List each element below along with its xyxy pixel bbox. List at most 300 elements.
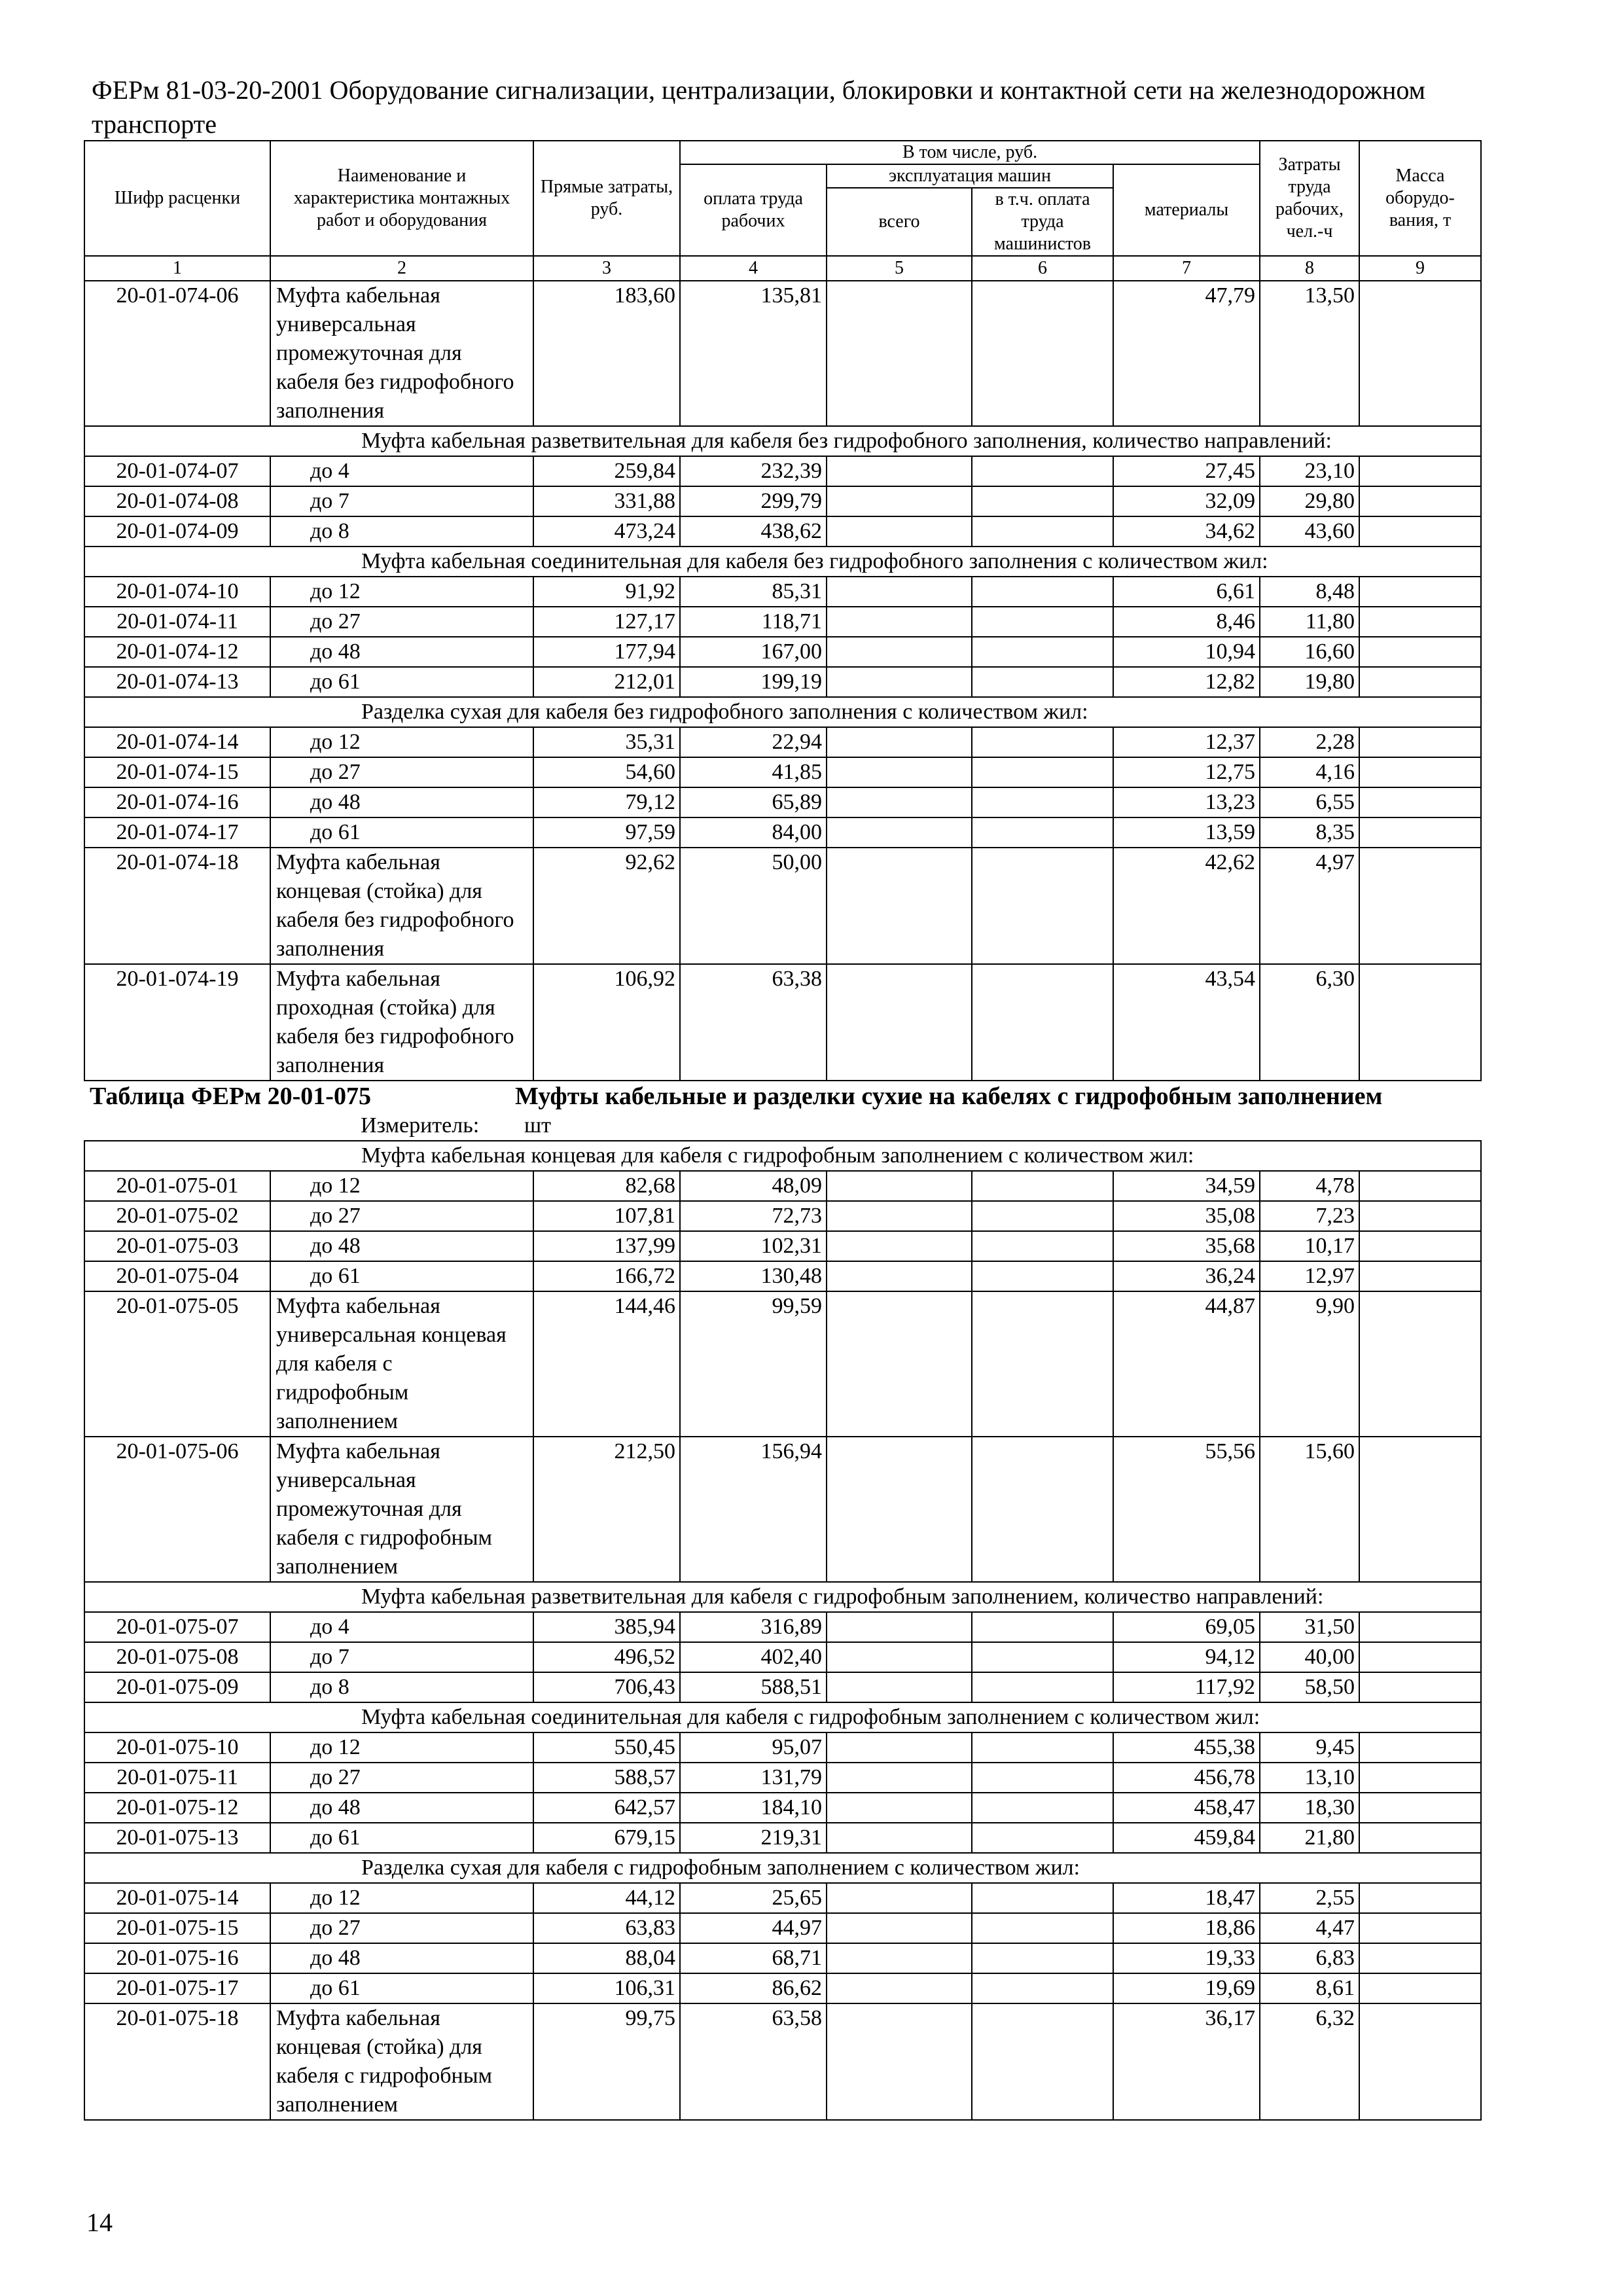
- work-name: до 7: [270, 486, 533, 516]
- machines-total: [827, 281, 972, 426]
- labor-pay: 85,31: [680, 577, 827, 607]
- work-name: до 61: [270, 1823, 533, 1853]
- labor-hours: 40,00: [1260, 1642, 1359, 1672]
- direct-cost: 588,57: [533, 1763, 680, 1793]
- materials-cost: 69,05: [1113, 1612, 1260, 1642]
- table-row: [84, 1171, 1481, 1201]
- rate-code: 20-01-074-17: [84, 817, 270, 848]
- col-header-labor-cost: Затраты труда рабочих, чел.-ч: [1260, 141, 1359, 256]
- machines-total: [827, 1913, 972, 1943]
- labor-pay: 50,00: [680, 848, 827, 964]
- rate-code: 20-01-075-08: [84, 1642, 270, 1672]
- table-row: [84, 1732, 1481, 1763]
- direct-cost: 97,59: [533, 817, 680, 848]
- direct-cost: 79,12: [533, 787, 680, 817]
- direct-cost: 35,31: [533, 727, 680, 757]
- equipment-mass: [1359, 2003, 1481, 2120]
- machines-labor: [972, 817, 1113, 848]
- group-header: Муфта кабельная соединительная для кабеля с гидрофобным заполнением с количеством жил:: [84, 1702, 1481, 1732]
- machines-total: [827, 1171, 972, 1201]
- machines-labor: [972, 964, 1113, 1081]
- group-header-row: [84, 1582, 1481, 1612]
- labor-pay: 22,94: [680, 727, 827, 757]
- group-header-row: [84, 426, 1481, 456]
- labor-pay: 65,89: [680, 787, 827, 817]
- machines-labor: [972, 1732, 1113, 1763]
- materials-cost: 117,92: [1113, 1672, 1260, 1702]
- col-header-labor-pay: оплата труда рабочих: [680, 164, 827, 256]
- work-name: до 48: [270, 1793, 533, 1823]
- rate-code: 20-01-075-14: [84, 1883, 270, 1913]
- direct-cost: 550,45: [533, 1732, 680, 1763]
- col-number: 5: [827, 256, 972, 281]
- labor-pay: 130,48: [680, 1261, 827, 1291]
- materials-cost: 18,47: [1113, 1883, 1260, 1913]
- table-row: [84, 964, 1481, 1081]
- rate-code: 20-01-074-11: [84, 607, 270, 637]
- equipment-mass: [1359, 577, 1481, 607]
- equipment-mass: [1359, 1732, 1481, 1763]
- work-name: Муфта кабельная универсальная промежуточная для кабеля без гидрофобного заполнения: [270, 281, 533, 426]
- equipment-mass: [1359, 787, 1481, 817]
- rate-code: 20-01-075-09: [84, 1672, 270, 1702]
- labor-hours: 2,28: [1260, 727, 1359, 757]
- equipment-mass: [1359, 1793, 1481, 1823]
- table-row: [84, 456, 1481, 486]
- table-title-text: Муфты кабельные и разделки сухие на кабелях с гидрофобным заполнением: [515, 1083, 1383, 1110]
- labor-hours: 13,50: [1260, 281, 1359, 426]
- materials-cost: 8,46: [1113, 607, 1260, 637]
- machines-total: [827, 848, 972, 964]
- direct-cost: 212,01: [533, 667, 680, 697]
- labor-hours: 16,60: [1260, 637, 1359, 667]
- group-header-row: [84, 1853, 1481, 1883]
- rate-code: 20-01-075-03: [84, 1231, 270, 1261]
- machines-labor: [972, 1763, 1113, 1793]
- labor-hours: 43,60: [1260, 516, 1359, 547]
- table-row: [84, 1793, 1481, 1823]
- machines-total: [827, 1201, 972, 1231]
- machines-labor: [972, 1612, 1113, 1642]
- rate-code: 20-01-075-04: [84, 1261, 270, 1291]
- materials-cost: 43,54: [1113, 964, 1260, 1081]
- rate-code: 20-01-074-15: [84, 757, 270, 787]
- equipment-mass: [1359, 1291, 1481, 1437]
- work-name: до 12: [270, 727, 533, 757]
- machines-total: [827, 727, 972, 757]
- machines-total: [827, 964, 972, 1081]
- machines-labor: [972, 577, 1113, 607]
- work-name: до 48: [270, 637, 533, 667]
- labor-hours: 19,80: [1260, 667, 1359, 697]
- labor-pay: 588,51: [680, 1672, 827, 1702]
- direct-cost: 642,57: [533, 1793, 680, 1823]
- direct-cost: 106,92: [533, 964, 680, 1081]
- table-row: [84, 787, 1481, 817]
- direct-cost: 137,99: [533, 1231, 680, 1261]
- machines-total: [827, 516, 972, 547]
- measure-row: [84, 1111, 1481, 1141]
- machines-labor: [972, 1973, 1113, 2003]
- labor-pay: 102,31: [680, 1231, 827, 1261]
- machines-labor: [972, 516, 1113, 547]
- machines-total: [827, 1437, 972, 1582]
- labor-pay: 402,40: [680, 1642, 827, 1672]
- machines-total: [827, 1732, 972, 1763]
- rate-code: 20-01-075-16: [84, 1943, 270, 1973]
- direct-cost: 331,88: [533, 486, 680, 516]
- rate-code: 20-01-074-09: [84, 516, 270, 547]
- labor-hours: 8,48: [1260, 577, 1359, 607]
- equipment-mass: [1359, 1823, 1481, 1853]
- equipment-mass: [1359, 1201, 1481, 1231]
- machines-labor: [972, 1913, 1113, 1943]
- machines-labor: [972, 1672, 1113, 1702]
- table-row: [84, 1823, 1481, 1853]
- direct-cost: 212,50: [533, 1437, 680, 1582]
- col-header-machines-labor: в т.ч. оплата труда машинистов: [972, 188, 1113, 256]
- machines-total: [827, 1261, 972, 1291]
- group-header-row: [84, 547, 1481, 577]
- materials-cost: 36,24: [1113, 1261, 1260, 1291]
- materials-cost: 94,12: [1113, 1642, 1260, 1672]
- machines-total: [827, 607, 972, 637]
- materials-cost: 458,47: [1113, 1793, 1260, 1823]
- labor-pay: 48,09: [680, 1171, 827, 1201]
- materials-cost: 32,09: [1113, 486, 1260, 516]
- table-row: [84, 727, 1481, 757]
- group-header-row: [84, 1702, 1481, 1732]
- work-name: Муфта кабельная концевая (стойка) для кабеля без гидрофобного заполнения: [270, 848, 533, 964]
- table-row: [84, 848, 1481, 964]
- work-name: до 4: [270, 1612, 533, 1642]
- materials-cost: 12,82: [1113, 667, 1260, 697]
- col-header-materials: материалы: [1113, 164, 1260, 256]
- table-row: [84, 1642, 1481, 1672]
- machines-labor: [972, 456, 1113, 486]
- equipment-mass: [1359, 727, 1481, 757]
- direct-cost: 183,60: [533, 281, 680, 426]
- rate-code: 20-01-074-06: [84, 281, 270, 426]
- materials-cost: 12,37: [1113, 727, 1260, 757]
- group-header-row: [84, 1141, 1481, 1171]
- machines-labor: [972, 486, 1113, 516]
- machines-total: [827, 486, 972, 516]
- work-name: до 12: [270, 577, 533, 607]
- equipment-mass: [1359, 757, 1481, 787]
- work-name: до 27: [270, 607, 533, 637]
- work-name: до 8: [270, 516, 533, 547]
- equipment-mass: [1359, 607, 1481, 637]
- labor-hours: 15,60: [1260, 1437, 1359, 1582]
- direct-cost: 92,62: [533, 848, 680, 964]
- labor-pay: 25,65: [680, 1883, 827, 1913]
- table-row: [84, 817, 1481, 848]
- direct-cost: 107,81: [533, 1201, 680, 1231]
- group-header-row: [84, 697, 1481, 727]
- machines-labor: [972, 848, 1113, 964]
- machines-labor: [972, 727, 1113, 757]
- equipment-mass: [1359, 1612, 1481, 1642]
- rate-code: 20-01-074-10: [84, 577, 270, 607]
- rate-code: 20-01-075-02: [84, 1201, 270, 1231]
- direct-cost: 385,94: [533, 1612, 680, 1642]
- equipment-mass: [1359, 1231, 1481, 1261]
- machines-total: [827, 2003, 972, 2120]
- labor-hours: 23,10: [1260, 456, 1359, 486]
- machines-labor: [972, 1823, 1113, 1853]
- equipment-mass: [1359, 1171, 1481, 1201]
- table-body: [84, 281, 1481, 2120]
- equipment-mass: [1359, 1763, 1481, 1793]
- measure-label: Измеритель:: [361, 1113, 480, 1138]
- group-header: Муфта кабельная соединительная для кабеля без гидрофобного заполнения с количеством жил:: [84, 547, 1481, 577]
- materials-cost: 35,08: [1113, 1201, 1260, 1231]
- machines-labor: [972, 281, 1113, 426]
- table-row: [84, 607, 1481, 637]
- rate-code: 20-01-075-07: [84, 1612, 270, 1642]
- machines-labor: [972, 1943, 1113, 1973]
- work-name: Муфта кабельная универсальная промежуточная для кабеля с гидрофобным заполнением: [270, 1437, 533, 1582]
- labor-hours: 6,83: [1260, 1943, 1359, 1973]
- materials-cost: 34,59: [1113, 1171, 1260, 1201]
- table-row: [84, 1291, 1481, 1437]
- materials-cost: 10,94: [1113, 637, 1260, 667]
- machines-labor: [972, 1231, 1113, 1261]
- table-row: [84, 1201, 1481, 1231]
- rate-code: 20-01-074-14: [84, 727, 270, 757]
- machines-total: [827, 1291, 972, 1437]
- machines-labor: [972, 1883, 1113, 1913]
- table-row: [84, 577, 1481, 607]
- labor-pay: 438,62: [680, 516, 827, 547]
- direct-cost: 706,43: [533, 1672, 680, 1702]
- table-row: [84, 1973, 1481, 2003]
- machines-total: [827, 1672, 972, 1702]
- rate-code: 20-01-074-13: [84, 667, 270, 697]
- col-number: 9: [1359, 256, 1481, 281]
- col-header-name: Наименование и характеристика монтажных работ и оборудования: [270, 141, 533, 256]
- group-header: Муфта кабельная концевая для кабеля с гидрофобным заполнением с количеством жил:: [84, 1141, 1481, 1171]
- direct-cost: 88,04: [533, 1943, 680, 1973]
- machines-total: [827, 1763, 972, 1793]
- table-row: [84, 1883, 1481, 1913]
- rate-code: 20-01-075-11: [84, 1763, 270, 1793]
- table-row: [84, 2003, 1481, 2120]
- direct-cost: 54,60: [533, 757, 680, 787]
- work-name: до 12: [270, 1883, 533, 1913]
- machines-total: [827, 637, 972, 667]
- machines-labor: [972, 757, 1113, 787]
- machines-total: [827, 1231, 972, 1261]
- labor-hours: 6,32: [1260, 2003, 1359, 2120]
- machines-labor: [972, 1171, 1113, 1201]
- labor-hours: 8,35: [1260, 817, 1359, 848]
- equipment-mass: [1359, 667, 1481, 697]
- machines-total: [827, 787, 972, 817]
- equipment-mass: [1359, 281, 1481, 426]
- rate-code: 20-01-075-17: [84, 1973, 270, 2003]
- machines-total: [827, 757, 972, 787]
- page-title: ФЕРм 81-03-20-2001 Оборудование сигнализации, централизации, блокировки и контактной сети на железнодорожном транспорте: [92, 75, 1425, 139]
- machines-total: [827, 1642, 972, 1672]
- materials-cost: 19,69: [1113, 1973, 1260, 2003]
- labor-pay: 199,19: [680, 667, 827, 697]
- group-header: Муфта кабельная разветвительная для кабеля без гидрофобного заполнения, количество направлений:: [84, 426, 1481, 456]
- measure-unit: шт: [524, 1113, 552, 1138]
- materials-cost: 13,59: [1113, 817, 1260, 848]
- direct-cost: 473,24: [533, 516, 680, 547]
- labor-pay: 63,38: [680, 964, 827, 1081]
- col-header-code: Шифр расценки: [84, 141, 270, 256]
- measure: [84, 1111, 1481, 1141]
- labor-hours: 11,80: [1260, 607, 1359, 637]
- labor-hours: 10,17: [1260, 1231, 1359, 1261]
- rate-code: 20-01-074-12: [84, 637, 270, 667]
- table-row: [84, 757, 1481, 787]
- labor-pay: 135,81: [680, 281, 827, 426]
- materials-cost: 18,86: [1113, 1913, 1260, 1943]
- labor-pay: 299,79: [680, 486, 827, 516]
- equipment-mass: [1359, 516, 1481, 547]
- labor-hours: 29,80: [1260, 486, 1359, 516]
- col-number: 2: [270, 256, 533, 281]
- materials-cost: 47,79: [1113, 281, 1260, 426]
- equipment-mass: [1359, 1437, 1481, 1582]
- machines-labor: [972, 1291, 1113, 1437]
- col-header-direct: Прямые затраты, руб.: [533, 141, 680, 256]
- group-header: Муфта кабельная разветвительная для кабеля с гидрофобным заполнением, количество направлений:: [84, 1582, 1481, 1612]
- labor-hours: 21,80: [1260, 1823, 1359, 1853]
- direct-cost: 127,17: [533, 607, 680, 637]
- machines-total: [827, 456, 972, 486]
- equipment-mass: [1359, 964, 1481, 1081]
- materials-cost: 35,68: [1113, 1231, 1260, 1261]
- equipment-mass: [1359, 848, 1481, 964]
- table-row: [84, 1943, 1481, 1973]
- group-header: Разделка сухая для кабеля с гидрофобным заполнением с количеством жил:: [84, 1853, 1481, 1883]
- labor-hours: 8,61: [1260, 1973, 1359, 2003]
- machines-total: [827, 577, 972, 607]
- labor-hours: 12,97: [1260, 1261, 1359, 1291]
- work-name: до 27: [270, 1201, 533, 1231]
- machines-total: [827, 1612, 972, 1642]
- materials-cost: 456,78: [1113, 1763, 1260, 1793]
- work-name: до 61: [270, 1973, 533, 2003]
- work-name: до 27: [270, 1913, 533, 1943]
- direct-cost: 44,12: [533, 1883, 680, 1913]
- equipment-mass: [1359, 1642, 1481, 1672]
- labor-pay: 184,10: [680, 1793, 827, 1823]
- machines-labor: [972, 1201, 1113, 1231]
- col-number: 1: [84, 256, 270, 281]
- table-row: [84, 1437, 1481, 1582]
- table-row: [84, 1672, 1481, 1702]
- table-row: [84, 516, 1481, 547]
- equipment-mass: [1359, 1883, 1481, 1913]
- equipment-mass: [1359, 1672, 1481, 1702]
- machines-total: [827, 1793, 972, 1823]
- labor-pay: 68,71: [680, 1943, 827, 1973]
- direct-cost: 259,84: [533, 456, 680, 486]
- rate-code: 20-01-075-06: [84, 1437, 270, 1582]
- table-row: [84, 1913, 1481, 1943]
- labor-pay: 63,58: [680, 2003, 827, 2120]
- work-name: до 48: [270, 1943, 533, 1973]
- labor-pay: 99,59: [680, 1291, 827, 1437]
- direct-cost: 496,52: [533, 1642, 680, 1672]
- machines-labor: [972, 1642, 1113, 1672]
- labor-pay: 232,39: [680, 456, 827, 486]
- materials-cost: 55,56: [1113, 1437, 1260, 1582]
- labor-hours: 4,47: [1260, 1913, 1359, 1943]
- direct-cost: 177,94: [533, 637, 680, 667]
- direct-cost: 144,46: [533, 1291, 680, 1437]
- machines-total: [827, 667, 972, 697]
- labor-hours: 31,50: [1260, 1612, 1359, 1642]
- labor-pay: 219,31: [680, 1823, 827, 1853]
- labor-hours: 6,30: [1260, 964, 1359, 1081]
- rate-code: 20-01-075-12: [84, 1793, 270, 1823]
- rate-code: 20-01-074-18: [84, 848, 270, 964]
- col-number: 3: [533, 256, 680, 281]
- work-name: Муфта кабельная концевая (стойка) для кабеля с гидрофобным заполнением: [270, 2003, 533, 2120]
- labor-hours: 9,45: [1260, 1732, 1359, 1763]
- equipment-mass: [1359, 1943, 1481, 1973]
- col-number: 8: [1260, 256, 1359, 281]
- direct-cost: 82,68: [533, 1171, 680, 1201]
- labor-pay: 84,00: [680, 817, 827, 848]
- labor-hours: 18,30: [1260, 1793, 1359, 1823]
- labor-pay: 316,89: [680, 1612, 827, 1642]
- table-row: [84, 667, 1481, 697]
- labor-pay: 41,85: [680, 757, 827, 787]
- materials-cost: 42,62: [1113, 848, 1260, 964]
- labor-pay: 72,73: [680, 1201, 827, 1231]
- work-name: до 12: [270, 1171, 533, 1201]
- labor-hours: 7,23: [1260, 1201, 1359, 1231]
- labor-hours: 6,55: [1260, 787, 1359, 817]
- labor-hours: 4,16: [1260, 757, 1359, 787]
- work-name: до 27: [270, 757, 533, 787]
- table-row: [84, 1231, 1481, 1261]
- labor-hours: 2,55: [1260, 1883, 1359, 1913]
- machines-total: [827, 817, 972, 848]
- work-name: до 61: [270, 1261, 533, 1291]
- labor-hours: 9,90: [1260, 1291, 1359, 1437]
- labor-pay: 86,62: [680, 1973, 827, 2003]
- table-row: [84, 486, 1481, 516]
- work-name: до 61: [270, 667, 533, 697]
- col-header-machines: эксплуатация машин: [827, 164, 1113, 188]
- equipment-mass: [1359, 1913, 1481, 1943]
- direct-cost: 63,83: [533, 1913, 680, 1943]
- table-title: [84, 1081, 1481, 1111]
- materials-cost: 27,45: [1113, 456, 1260, 486]
- labor-pay: 44,97: [680, 1913, 827, 1943]
- equipment-mass: [1359, 1973, 1481, 2003]
- machines-labor: [972, 637, 1113, 667]
- table-title-code: Таблица ФЕРм 20-01-075: [90, 1083, 371, 1110]
- rates-table: [84, 140, 1482, 2121]
- machines-labor: [972, 787, 1113, 817]
- labor-hours: 13,10: [1260, 1763, 1359, 1793]
- labor-hours: 4,78: [1260, 1171, 1359, 1201]
- work-name: до 48: [270, 1231, 533, 1261]
- rate-code: 20-01-074-07: [84, 456, 270, 486]
- rate-code: 20-01-074-08: [84, 486, 270, 516]
- materials-cost: 44,87: [1113, 1291, 1260, 1437]
